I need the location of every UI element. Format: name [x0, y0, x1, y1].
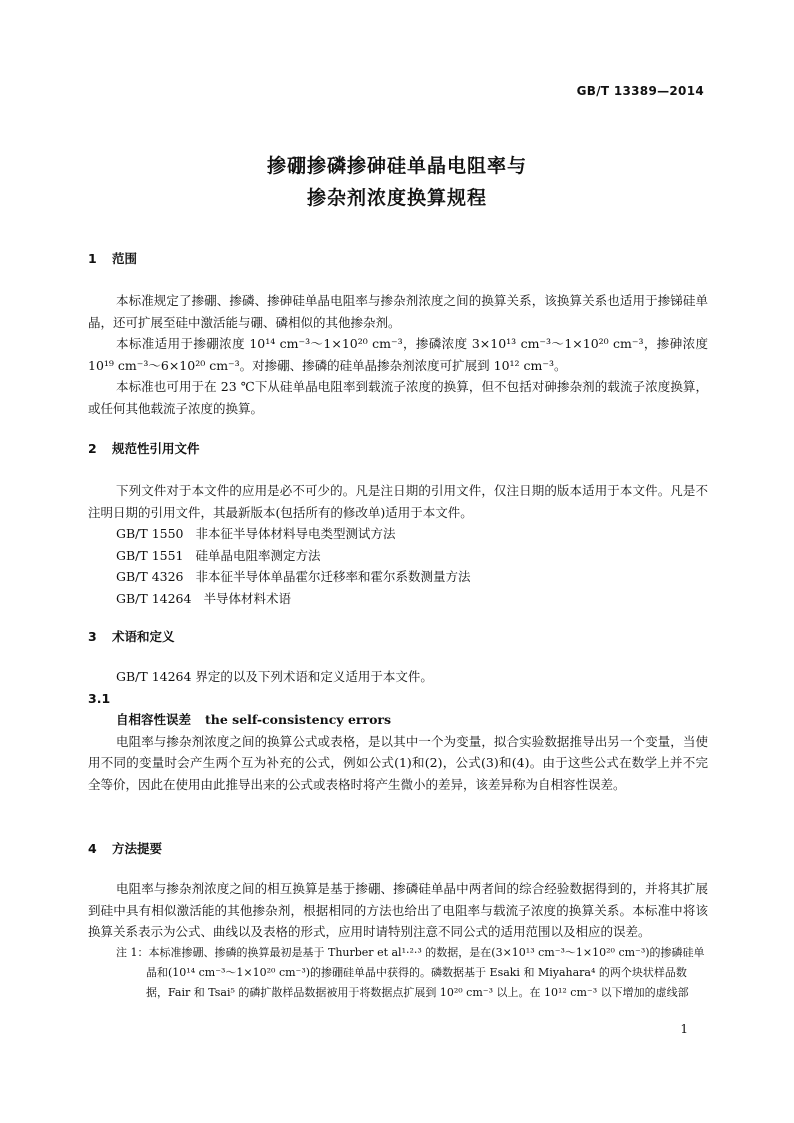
section-heading [88, 838, 708, 860]
section-heading [88, 438, 708, 460]
reference-code: GB/T 4326 [116, 569, 184, 584]
term-english: the self-consistency errors [205, 712, 392, 727]
section-number: 2 [88, 441, 97, 456]
reference-title: 半导体材料术语 [203, 590, 291, 606]
paragraph: 本标准适用于掺硼浓度 10¹⁴ cm⁻³～1×10²⁰ cm⁻³，掺磷浓度 3×10¹³ cm⁻³～1×10²⁰ cm⁻³，掺砷浓度 10¹⁹ cm⁻³～6×10²⁰ cm⁻³。对掺硼、掺磷的硅单晶掺杂剂浓度可扩展到 10¹² cm⁻³。 [88, 336, 708, 373]
section-number: 4 [88, 841, 97, 856]
section-heading [88, 248, 708, 270]
reference-title: 非本征半导体材料导电类型测试方法 [195, 526, 396, 541]
section-method-body [88, 878, 708, 1003]
section-terms-body [88, 666, 708, 795]
document-title [0, 150, 794, 214]
reference-code: GB/T 1551 [116, 547, 184, 563]
section-normative-refs-body [88, 480, 708, 609]
term-definition: 电阻率与掺杂剂浓度之间的换算公式或表格，是以其中一个为变量，拟合实验数据推导出另一个变量，当使用不同的变量时会产生两个互为补充的公式，例如公式(1)和(2)，公式(3)和(4)。由于这些公式在数学上并不完全等价，因此在使用由此推导出来的公式或表格时将产生微小的差异，该差异称为自相容性误差。 [88, 733, 708, 792]
paragraph: 本标准也可用于在 23 ℃下从硅单晶电阻率到载流子浓度的换算，但不包括对砷掺杂剂的载流子浓度换算，或任何其他载流子浓度的换算。 [88, 379, 708, 416]
section-normative-refs [88, 438, 708, 460]
section-heading [88, 626, 708, 648]
reference-item [88, 523, 708, 545]
reference-code: GB/T 14264 [116, 590, 192, 606]
section-scope [88, 248, 708, 270]
paragraph: 下列文件对于本文件的应用是必不可少的。凡是注日期的引用文件，仅注日期的版本适用于本文件。凡是不注明日期的引用文件，其最新版本(包括所有的修改单)适用于本文件。 [88, 483, 708, 520]
page-number: 1 [680, 1022, 688, 1036]
note-label: 注 1： [116, 945, 149, 959]
reference-code: GB/T 1550 [116, 526, 184, 541]
section-title: 术语和定义 [112, 629, 175, 644]
title-line-2: 掺杂剂浓度换算规程 [306, 187, 487, 209]
term-chinese: 自相容性误差 [116, 712, 192, 727]
section-method [88, 838, 708, 860]
standard-code: GB/T 13389—2014 [576, 84, 704, 98]
section-title: 范围 [112, 251, 138, 266]
reference-item [88, 566, 708, 588]
section-title: 规范性引用文件 [112, 441, 200, 456]
reference-item [88, 545, 708, 567]
reference-title: 非本征半导体单晶霍尔迁移率和霍尔系数测量方法 [195, 569, 471, 584]
section-number: 1 [88, 251, 97, 266]
term-number: 3.1 [88, 690, 111, 706]
paragraph: GB/T 14264 界定的以及下列术语和定义适用于本文件。 [116, 669, 433, 684]
paragraph: 电阻率与掺杂剂浓度之间的相互换算是基于掺硼、掺磷硅单晶中两者间的综合经验数据得到的，并将其扩展到硅中具有相似激活能的其他掺杂剂，根据相同的方法也给出了电阻率与载流子浓度的换算关系。本标准中将该换算关系表示为公式、曲线以及表格的形式，应用时请特别注意不同公式的适用范围以及相应的误差。 [88, 881, 708, 939]
section-title: 方法提要 [112, 841, 163, 856]
reference-item [88, 588, 708, 610]
term-heading [88, 709, 708, 731]
section-scope-body [88, 290, 708, 419]
paragraph: 本标准规定了掺硼、掺磷、掺砷硅单晶电阻率与掺杂剂浓度之间的换算关系，该换算关系也适用于掺锑硅单晶，还可扩展至硅中激活能与硼、磷相似的其他掺杂剂。 [88, 293, 708, 330]
title-line-1: 掺硼掺磷掺砷硅单晶电阻率与 [266, 155, 527, 177]
note [88, 943, 708, 1003]
note-continuation: 晶和(10¹⁴ cm⁻³～1×10²⁰ cm⁻³)的掺硼硅单晶中获得的。磷数据基于 Esaki 和 Miyahara⁴ 的两个块状样品数据，Fair 和 Tsai⁵ 的磷扩散样品数据被用于将数据点扩展到 10²⁰ cm⁻³ 以上。在 10¹² cm⁻³ 以下增加的虚线部 [146, 965, 689, 999]
section-number: 3 [88, 629, 97, 644]
section-terms [88, 626, 708, 648]
note-text: 本标准掺硼、掺磷的换算最初是基于 Thurber et al¹·²·³ 的数据，是在(3×10¹³ cm⁻³～1×10²⁰ cm⁻³)的掺磷硅单 [148, 945, 705, 959]
reference-title: 硅单晶电阻率测定方法 [195, 547, 321, 563]
